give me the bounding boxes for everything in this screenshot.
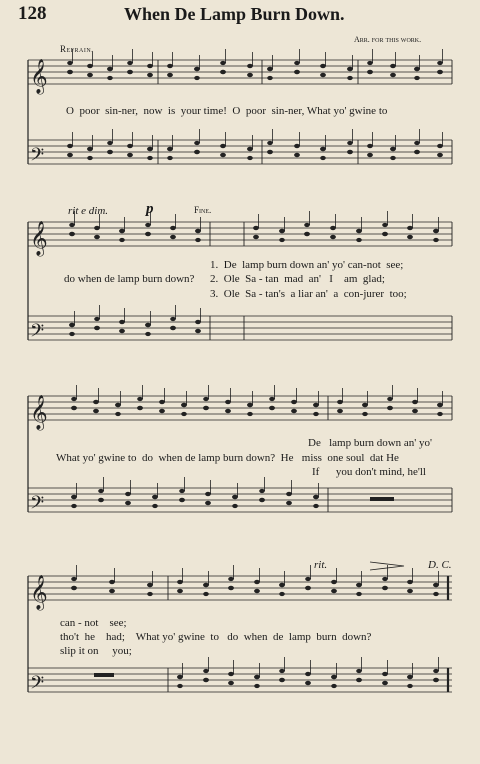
notehead: [194, 76, 200, 80]
notehead: [228, 586, 234, 590]
lyrics-verse-2: 2. Ole Sa - tan mad an' I am glad;: [210, 273, 385, 285]
notehead: [412, 400, 418, 404]
notehead: [71, 397, 77, 401]
notehead: [179, 489, 185, 493]
notehead: [356, 669, 362, 673]
notehead: [412, 409, 418, 413]
notehead: [294, 61, 300, 65]
notehead: [407, 684, 413, 688]
notehead: [93, 400, 99, 404]
notehead: [390, 73, 396, 77]
notehead: [362, 412, 368, 416]
bass-clef-icon: 𝄢: [30, 145, 45, 170]
notehead: [407, 226, 413, 230]
notehead: [437, 61, 443, 65]
notehead: [437, 412, 443, 416]
notehead: [286, 492, 292, 496]
notehead: [320, 147, 326, 151]
notehead: [313, 403, 319, 407]
treble-clef-icon: 𝄞: [30, 59, 48, 94]
lyrics-verse-3: 3. Ole Sa - tan's a liar an' a con-jurer too;: [210, 288, 407, 300]
notehead: [433, 583, 439, 587]
notehead: [167, 147, 173, 151]
notehead: [356, 678, 362, 682]
notehead: [367, 61, 373, 65]
notehead: [170, 317, 176, 321]
notehead: [125, 501, 131, 505]
notehead: [203, 669, 209, 673]
notehead: [71, 406, 77, 410]
notehead: [291, 400, 297, 404]
notehead: [167, 156, 173, 160]
notehead: [127, 153, 133, 157]
notehead: [347, 67, 353, 71]
lyrics-system-3-line-2: What yo' gwine to do when de lamp burn down? He miss one soul dat He: [56, 452, 399, 464]
notehead: [228, 681, 234, 685]
lyrics-system-4-line-2: tho't he had; What yo' gwine to do when de lamp burn down?: [60, 631, 372, 643]
notehead: [304, 223, 310, 227]
whole-rest-icon: [370, 497, 394, 501]
notehead: [267, 67, 273, 71]
notehead: [194, 67, 200, 71]
notehead: [225, 409, 231, 413]
lyrics-system-2-left: do when de lamp burn down?: [64, 273, 195, 285]
notehead: [220, 61, 226, 65]
notehead: [304, 232, 310, 236]
notehead: [147, 156, 153, 160]
notehead: [247, 147, 253, 151]
notehead: [382, 223, 388, 227]
notehead: [225, 400, 231, 404]
notehead: [347, 141, 353, 145]
rit-e-dim-marking: rit e dim.: [68, 205, 109, 217]
notehead: [119, 229, 125, 233]
notehead: [137, 397, 143, 401]
fine-marking: Fine.: [194, 205, 212, 215]
lyrics-system-4-line-1: can - not see;: [60, 617, 127, 629]
notehead: [107, 67, 113, 71]
notehead: [147, 592, 153, 596]
notehead: [181, 412, 187, 416]
notehead: [433, 592, 439, 596]
notehead: [433, 238, 439, 242]
notehead: [390, 156, 396, 160]
notehead: [414, 76, 420, 80]
notehead: [194, 141, 200, 145]
notehead: [320, 64, 326, 68]
notehead: [203, 678, 209, 682]
notehead: [107, 141, 113, 145]
arranger-credit: Arr. for this work.: [354, 35, 422, 44]
notehead: [220, 144, 226, 148]
notehead: [437, 403, 443, 407]
notehead: [254, 675, 260, 679]
notehead: [115, 403, 121, 407]
notehead: [87, 64, 93, 68]
notehead: [382, 672, 388, 676]
notehead: [259, 489, 265, 493]
piano-dynamic: p: [146, 201, 154, 217]
notehead: [87, 147, 93, 151]
notehead: [294, 70, 300, 74]
notehead: [433, 669, 439, 673]
notehead: [109, 589, 115, 593]
lyrics-system-4-line-3: slip it on you;: [60, 645, 132, 657]
notehead: [94, 226, 100, 230]
notehead: [109, 580, 115, 584]
notehead: [390, 147, 396, 151]
notehead: [356, 583, 362, 587]
refrain-label: Refrain.: [60, 44, 94, 54]
notehead: [195, 329, 201, 333]
notehead: [137, 406, 143, 410]
notehead: [119, 238, 125, 242]
notehead: [382, 232, 388, 236]
notehead: [279, 592, 285, 596]
notehead: [119, 329, 125, 333]
notehead: [228, 577, 234, 581]
lyrics-system-1: O poor sin-ner, now is your time! O poor sin-ner, What yo' gwine to: [66, 105, 388, 117]
notehead: [69, 323, 75, 327]
notehead: [367, 144, 373, 148]
notehead: [145, 332, 151, 336]
notehead: [259, 498, 265, 502]
notehead: [107, 150, 113, 154]
notehead: [382, 681, 388, 685]
rit-marking: rit.: [314, 559, 328, 571]
notehead: [347, 150, 353, 154]
notehead: [127, 70, 133, 74]
notehead: [87, 73, 93, 77]
lyrics-system-3-line-1: De lamp burn down an' yo': [308, 437, 433, 449]
notehead: [433, 678, 439, 682]
decrescendo-icon: [370, 562, 404, 570]
notehead: [433, 229, 439, 233]
notehead: [179, 498, 185, 502]
notehead: [147, 583, 153, 587]
notehead: [337, 400, 343, 404]
notehead: [145, 223, 151, 227]
notehead: [253, 226, 259, 230]
notehead: [71, 586, 77, 590]
bass-clef-icon: 𝄢: [30, 493, 45, 518]
notehead: [94, 235, 100, 239]
notehead: [159, 409, 165, 413]
notehead: [347, 76, 353, 80]
notehead: [305, 681, 311, 685]
hymn-title: When De Lamp Burn Down.: [124, 4, 345, 24]
notehead: [267, 76, 273, 80]
notehead: [414, 67, 420, 71]
notehead: [147, 73, 153, 77]
notehead: [115, 412, 121, 416]
notehead: [313, 412, 319, 416]
notehead: [205, 492, 211, 496]
notehead: [362, 403, 368, 407]
notehead: [437, 144, 443, 148]
notehead: [387, 406, 393, 410]
hymn-number: 128: [18, 3, 47, 24]
notehead: [330, 226, 336, 230]
notehead: [159, 400, 165, 404]
notehead: [382, 577, 388, 581]
notehead: [195, 229, 201, 233]
notehead: [305, 577, 311, 581]
notehead: [356, 238, 362, 242]
notehead: [194, 150, 200, 154]
notehead: [67, 144, 73, 148]
notehead: [195, 320, 201, 324]
notehead: [356, 229, 362, 233]
notehead: [203, 406, 209, 410]
notehead: [331, 675, 337, 679]
notehead: [279, 238, 285, 242]
notehead: [337, 409, 343, 413]
notehead: [407, 235, 413, 239]
notehead: [69, 232, 75, 236]
notehead: [279, 229, 285, 233]
treble-clef-icon: 𝄞: [30, 395, 48, 430]
notehead: [247, 73, 253, 77]
notehead: [294, 153, 300, 157]
notehead: [367, 153, 373, 157]
notehead: [331, 684, 337, 688]
notehead: [232, 504, 238, 508]
notehead: [67, 70, 73, 74]
notehead: [127, 61, 133, 65]
notehead: [127, 144, 133, 148]
notehead: [247, 412, 253, 416]
notehead: [247, 64, 253, 68]
notehead: [407, 675, 413, 679]
notehead: [313, 495, 319, 499]
notehead: [94, 317, 100, 321]
notehead: [203, 583, 209, 587]
notehead: [254, 684, 260, 688]
whole-rest-icon: [94, 673, 114, 677]
notehead: [382, 586, 388, 590]
notehead: [145, 323, 151, 327]
treble-clef-icon: 𝄞: [30, 575, 48, 610]
notehead: [267, 150, 273, 154]
notehead: [247, 403, 253, 407]
notehead: [69, 223, 75, 227]
notehead: [330, 235, 336, 239]
notehead: [294, 144, 300, 148]
notehead: [228, 672, 234, 676]
notehead: [305, 586, 311, 590]
dc-marking: D. C.: [428, 559, 452, 571]
notehead: [152, 504, 158, 508]
notehead: [291, 409, 297, 413]
notehead: [195, 238, 201, 242]
notehead: [320, 156, 326, 160]
notehead: [167, 64, 173, 68]
notehead: [71, 495, 77, 499]
notehead: [177, 684, 183, 688]
lyrics-verse-1: 1. De lamp burn down an' yo' can-not see;: [210, 259, 404, 271]
treble-clef-icon: 𝄞: [30, 221, 48, 256]
notehead: [94, 326, 100, 330]
notehead: [177, 580, 183, 584]
notehead: [269, 406, 275, 410]
notehead: [177, 675, 183, 679]
notehead: [125, 492, 131, 496]
bass-clef-icon: 𝄢: [30, 321, 45, 346]
notehead: [147, 147, 153, 151]
notehead: [147, 64, 153, 68]
notehead: [232, 495, 238, 499]
notehead: [71, 577, 77, 581]
bass-clef-icon: 𝄢: [30, 673, 45, 698]
notehead: [305, 672, 311, 676]
notehead: [170, 226, 176, 230]
notehead: [437, 70, 443, 74]
notehead: [269, 397, 275, 401]
notehead: [98, 489, 104, 493]
notehead: [71, 504, 77, 508]
notehead: [253, 235, 259, 239]
notehead: [170, 235, 176, 239]
notehead: [390, 64, 396, 68]
notehead: [313, 504, 319, 508]
notehead: [67, 153, 73, 157]
notehead: [152, 495, 158, 499]
notehead: [407, 589, 413, 593]
notehead: [181, 403, 187, 407]
notehead: [203, 397, 209, 401]
notehead: [220, 153, 226, 157]
notehead: [414, 150, 420, 154]
notehead: [279, 678, 285, 682]
notehead: [119, 320, 125, 324]
notehead: [87, 156, 93, 160]
notehead: [254, 580, 260, 584]
notehead: [414, 141, 420, 145]
notehead: [107, 76, 113, 80]
notehead: [177, 589, 183, 593]
notehead: [205, 501, 211, 505]
notehead: [437, 153, 443, 157]
notehead: [320, 73, 326, 77]
notehead: [279, 669, 285, 673]
lyrics-system-3-line-3: If you don't mind, he'll: [312, 466, 426, 478]
notehead: [67, 61, 73, 65]
notehead: [279, 583, 285, 587]
notehead: [331, 589, 337, 593]
notehead: [254, 589, 260, 593]
notehead: [267, 141, 273, 145]
notehead: [331, 580, 337, 584]
notehead: [367, 70, 373, 74]
notehead: [220, 70, 226, 74]
notehead: [247, 156, 253, 160]
notehead: [203, 592, 209, 596]
notehead: [93, 409, 99, 413]
notehead: [69, 332, 75, 336]
notehead: [98, 498, 104, 502]
notehead: [145, 232, 151, 236]
notehead: [286, 501, 292, 505]
notehead: [407, 580, 413, 584]
notehead: [387, 397, 393, 401]
notehead: [356, 592, 362, 596]
notehead: [170, 326, 176, 330]
notehead: [167, 73, 173, 77]
